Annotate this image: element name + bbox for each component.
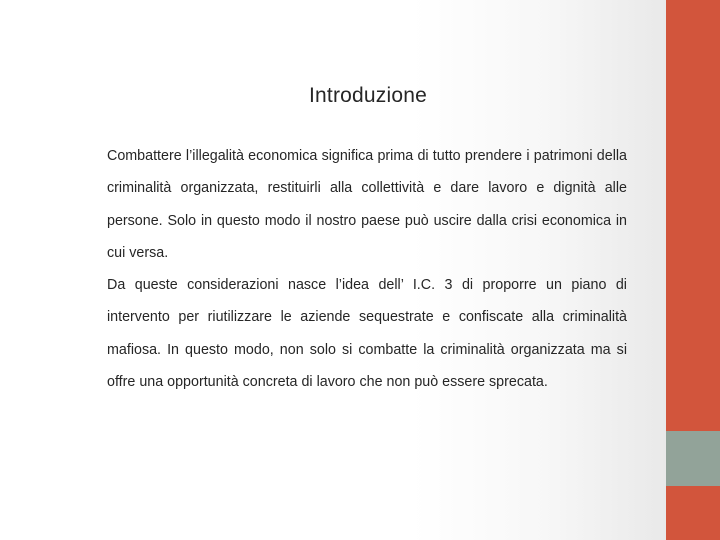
paragraph-2: Da queste considerazioni nasce l’idea dell’ I.C. 3 di proporre un piano di intervento per riutilizzare le aziende sequestrate e confiscate alla criminalità mafiosa. In questo modo, non solo si combatte la criminalità organizzata ma si offre una opportunità concreta di lavoro che non può essere sprecata. bbox=[107, 277, 627, 391]
sidebar-accent-top bbox=[666, 0, 720, 431]
slide-title: Introduzione bbox=[309, 84, 427, 107]
slide-body bbox=[107, 140, 627, 398]
sidebar-accent-middle bbox=[666, 431, 720, 486]
sidebar-accent-bottom bbox=[666, 486, 720, 540]
paragraph-1: Combattere l’illegalità economica significa prima di tutto prendere i patrimoni della criminalità organizzata, restituirli alla collettività e dare lavoro e dignità alle persone. Solo in questo modo il nostro paese può uscire dalla crisi economica in cui versa. bbox=[107, 148, 627, 261]
